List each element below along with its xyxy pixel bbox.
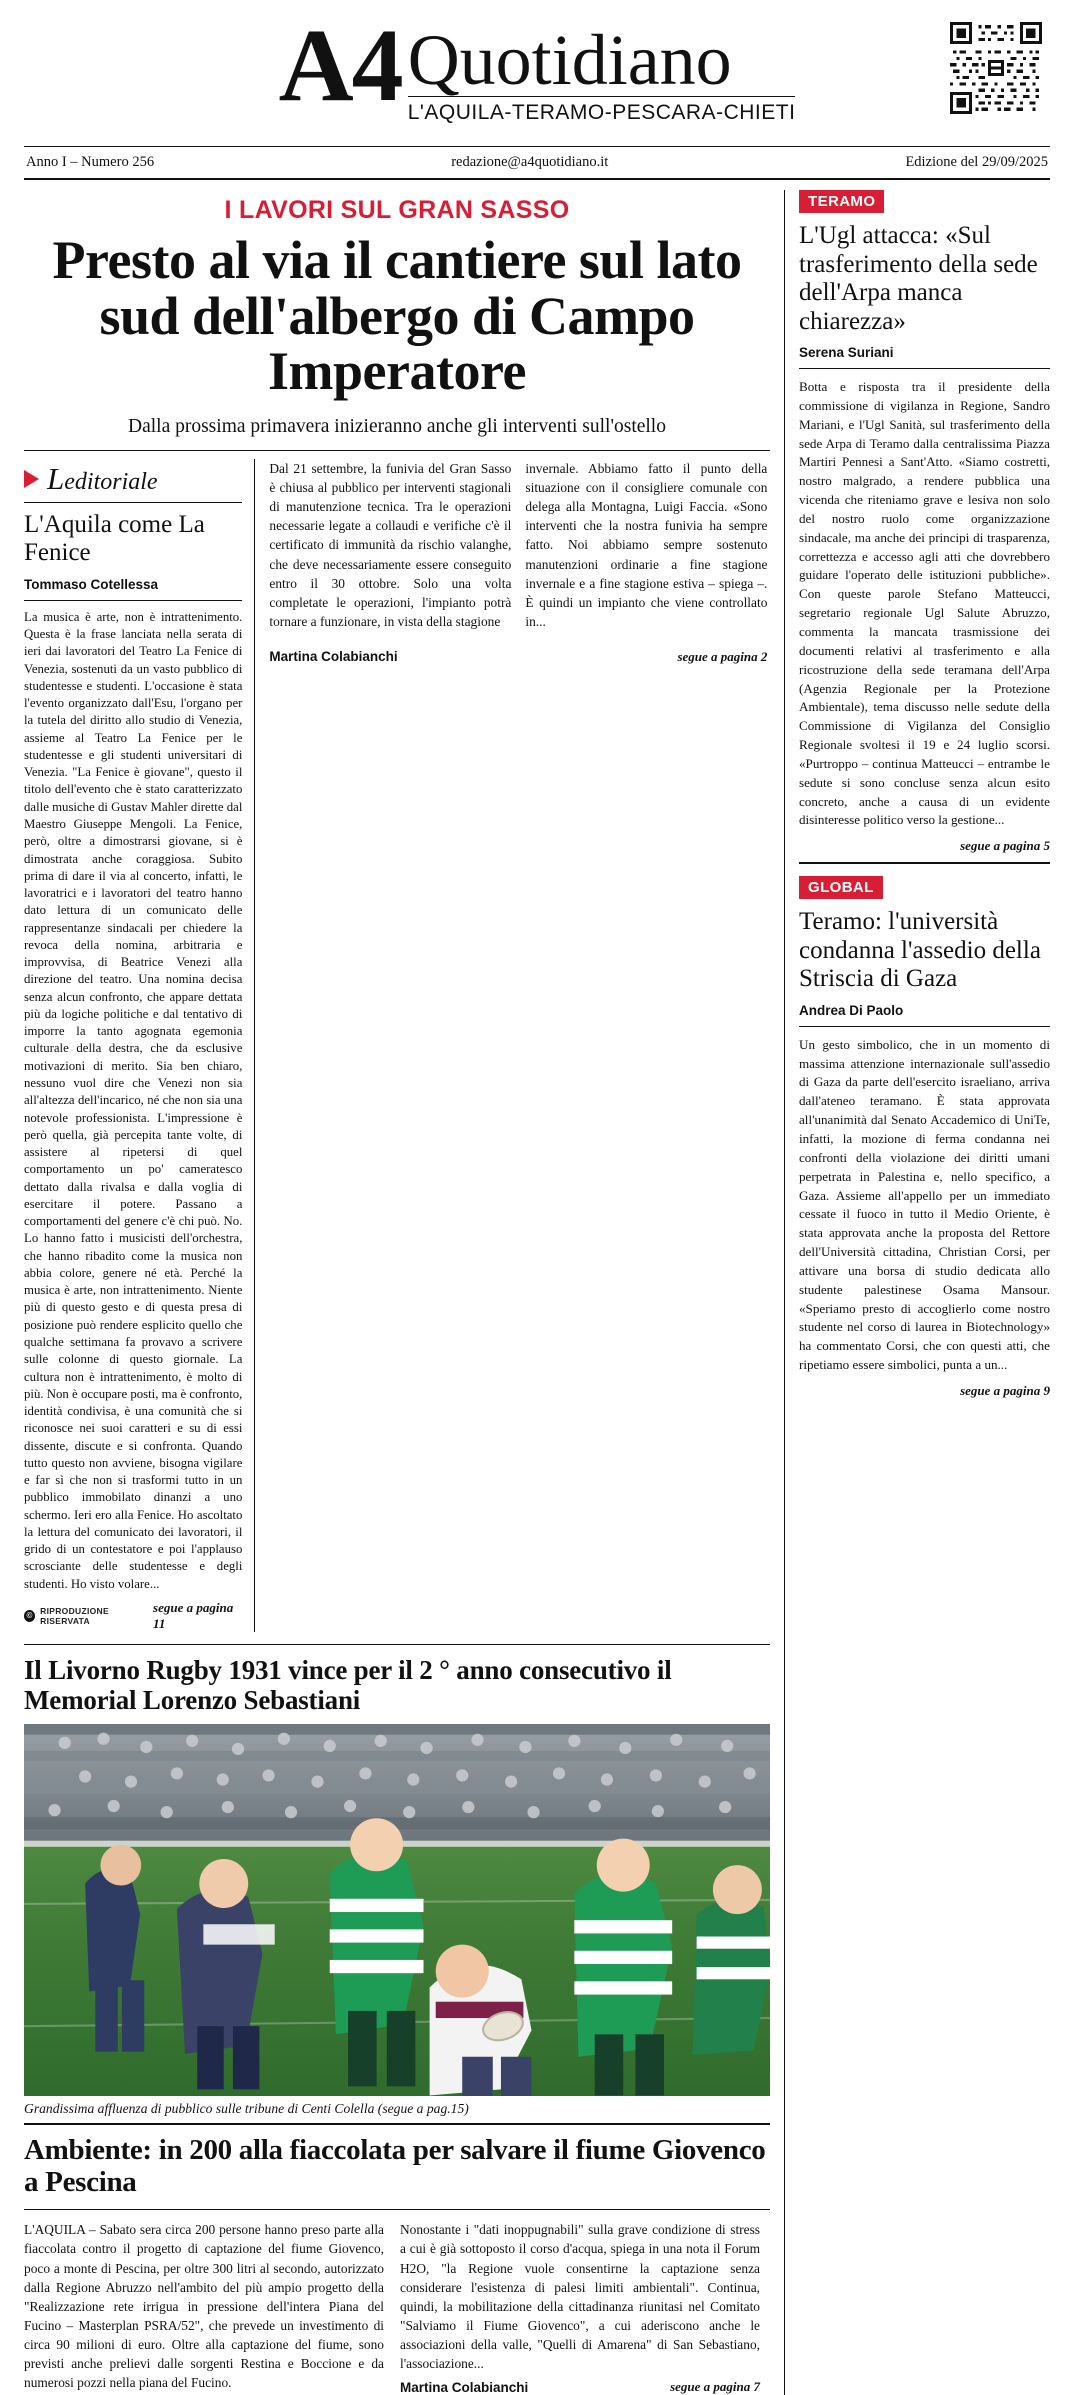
ambiente-body-2: Nonostante i "dati inoppugnabili" sulla grave condizione di stress a cui è già sottoposto il corso d'acqua, spiega in una nota il Forum H2O, "la Regione vuole consentirne la captazione senza considerare l'esistenza di palesi limiti ambientali". Continua, quindi, la mobilitazione della cittadinanza riunitasi nel Comitato "Salviamo il Fiume Giovenco", a cui aderiscono anche le associazioni della valle, "Quelli di Amarena" di San Sebastiano, l'associazione... (400, 2222, 760, 2372)
side-body-teramo: Botta e risposta tra il presidente della commissione di vigilanza in Regione, Sandro Mariani, e l'Ugl Sanità, sul trasferimento della sede Arpa di Teramo dalla centralissima Piazza Martiri Pennesi a Sant'Atto. «Siamo costretti, nostro malgrado, a rendere pubblica una vicenda che riteniamo grave e lesiva non solo del nostro ruolo come organizzazione sindacale, ma anche dei principi di trasparenza, correttezza e accesso agli atti che dovrebbero guidare l'operato delle istituzioni pubbliche». Con queste parole Stefano Matteucci, segretario regionale Ugl Salute Abruzzo, commenta la mancata trasmissione dei documenti relativi al trasferimento e alla ricostruzione della sede teramana dell'Arpa (Agenzia Regionale per la Protezione Ambientale), tema discusso nelle sedute della Commissione di Vigilanza del Consiglio Regionale svoltesi il 19 e 24 luglio scorsi. «Purtroppo – continua Matteucci – entrambe le sedute si sono concluse senza alcun esito concreto, anche a causa di un evidente disinteresse politico verso la gestione... (799, 379, 1050, 828)
editorial-continue-link[interactable]: segue a pagina 11 (153, 1599, 234, 1631)
lead-body-text-1: Dal 21 settembre, la funivia del Gran Sasso è chiusa al pubblico per interventi stagionali di manutenzione tecnica. Tra le operazioni necessarie legate a collaudi e verifiche c'è il certificato di immunità da rischio valanghe, che deve necessariamente essere conseguito entro il 30 ottobre. Solo una volta completate le operazioni, l'impianto potrà tornare a funzionare, in vista della stagione (269, 460, 512, 630)
side-block-teramo (799, 190, 1050, 854)
lead-body-col-2 (525, 459, 767, 1632)
editorial-footer (24, 1600, 242, 1632)
ambiente-columns (24, 2220, 770, 2395)
editorial-byline: Tommaso Cotellessa (24, 576, 159, 592)
ambiente-byline: Martina Colabianchi (400, 2379, 529, 2395)
logo-a4: A4 (278, 8, 402, 123)
editorial-header (24, 461, 242, 497)
logo-wordmark: Quotidiano (407, 20, 732, 100)
side-column (784, 190, 1050, 2395)
lead-byline: Martina Colabianchi (269, 649, 398, 665)
ambiente-body-1: L'AQUILA – Sabato sera circa 200 persone hanno preso parte alla fiaccolata contro il progetto di captazione del fiume Giovenco, poco a monte di Pescina, per oltre 300 litri al secondo, autorizzato dalla Regione Abruzzo nell'ambito del più ampio progetto della "Realizzazione rete irrigua in pressione dell'intera Piana del Fucino – Masterplan PSRA/52", che prevede un investimento di circa 90 milioni di euro. Oltre alla captazione del fiume, sono previsti anche prelievi dalle sorgenti Restina e Boccione e da numerosi pozzi nella piana del Fucino. (24, 2222, 384, 2391)
copyright-icon: © (24, 1610, 35, 1622)
rugby-article (24, 1644, 770, 2125)
side-continue-teramo[interactable]: segue a pagina 5 (960, 838, 1050, 854)
editorial-rule (24, 502, 242, 503)
side-headline-teramo[interactable]: L'Ugl attacca: «Sul trasferimento della sede dell'Arpa manca chiarezza» (799, 222, 1038, 335)
play-arrow-icon (24, 470, 39, 488)
side-rule-global (799, 1026, 1050, 1027)
lead-body-col-1 (269, 459, 511, 1632)
lead-body-text-2: invernale. Abbiamo fatto il punto della situazione con il consigliere comunale con delega alla Montagna, Luigi Faccia. «Sono interventi che la nostra funivia ha sempre fatto. Noi abbiamo sempre sostenuto manutenzioni ordinarie a fine stagione invernale e a fine stagione estiva – spiega –. È quindi un impianto che viene controllato in... (525, 460, 768, 630)
info-bar (24, 147, 1050, 178)
side-rule-teramo (799, 368, 1050, 369)
lead-body-columns (255, 459, 770, 1632)
page-content (24, 180, 1050, 2395)
editorial-label: Leditoriale (47, 460, 158, 496)
editorial-title[interactable]: L'Aquila come La Fenice (24, 510, 205, 566)
ambiente-footer (400, 2379, 760, 2395)
lead-continue-link[interactable]: segue a pagina 2 (677, 649, 768, 665)
rugby-photo (24, 1724, 770, 2096)
side-block-divider (799, 862, 1050, 864)
ambiente-col-1 (24, 2220, 384, 2395)
copyright-text: RIPRODUZIONE RISERVATA (40, 1605, 109, 1626)
editorial-email[interactable]: redazione@a4quotidiano.it (451, 154, 609, 170)
editorial-column (24, 459, 255, 1632)
ambiente-continue-link[interactable]: segue a pagina 7 (670, 2379, 760, 2395)
ambiente-divider (24, 2209, 770, 2210)
section-badge-teramo[interactable]: TERAMO (799, 190, 884, 213)
issue-number: Anno I – Numero 256 (26, 154, 155, 170)
section-badge-global[interactable]: GLOBAL (799, 876, 883, 899)
ambiente-article (24, 2135, 770, 2395)
lead-divider (24, 450, 770, 451)
side-body-global: Un gesto simbolico, che in un momento di massima attenzione internazionale sull'assedio di Gaza da parte dell'esercito israeliano, arriva dall'ateneo teramano. È stata approvata all'unanimità dal Senato Accademico di UniTe, infatti, la mozione di ferma condanna nei confronti della violazione dei diritti umani perpetrata in Palestina e, nello specifico, a Gaza. Assieme all'appello per un immediato cessate il fuoco in tutto il Medio Oriente, è stata approvata anche la proposta del Rettore dell'Università cittadina, Christian Corsi, per attivare una borsa di studio dedicata allo studente palestinese Osama Mansour. «Speriamo presto di accoglierlo come nostro studente nel corso di laurea in Biotechnology» ha commentato Corsi, che con questi atti, che ripetiamo essere simbolici, punta a un... (799, 1036, 1050, 1373)
lead-subheadline: Dalla prossima primavera inizieranno anche gli interventi sull'ostello (128, 415, 666, 437)
lead-kicker: I LAVORI SUL GRAN SASSO (224, 196, 570, 224)
rugby-photo-caption: Grandissima affluenza di pubblico sulle tribune di Centi Colella (segue a pag.15) (24, 2101, 770, 2125)
lead-columns (24, 459, 770, 1632)
editorial-rule-2 (24, 600, 242, 601)
side-headline-global[interactable]: Teramo: l'università condanna l'assedio della Striscia di Gaza (799, 908, 1041, 993)
main-column (24, 190, 784, 2395)
lead-headline[interactable]: Presto al via il cantiere sul lato sud dell'albergo di Campo Imperatore (52, 230, 742, 402)
ambiente-headline[interactable]: Ambiente: in 200 alla fiaccolata per salvare il fiume Giovenco a Pescina (24, 2134, 766, 2199)
qr-code-icon[interactable] (950, 22, 1042, 114)
editorial-body: La musica è arte, non è intrattenimento. Questa è la frase lanciata nella serata di ieri dai lavoratori del Teatro La Fenice di Venezia, sostenuti da un vasto pubblico di studentesse e studenti. L'occasione è stata l'evento organizzato dall'Esu, l'organo per la tutela del diritto allo studio di Venezia, assieme al Teatro La Fenice per le studentesse e gli studenti universitari di Venezia. "La Fenice è giovane", questo il titolo dell'evento che è stato caratterizzato dalle musiche di Gustav Mahler dirette dal Maestro Giuseppe Mengoli. La Fenice, però, oltre a dimostrarsi giovane, si è dimostrata anche coraggiosa. Subito prima di dare il via al concerto, infatti, le lavoratrici e i lavoratori del teatro hanno dato lettura di un comunicato delle rappresentanze sindacali per chiedere la revoca della nomina, arbitraria e improvvisa, di Beatrice Venezi alla direzione del teatro. Una nomina decisa senza alcun confronto, che appare dettata più da logiche politiche e dal tentativo di imporre la tanto agognata egemonia culturale della destra, che da esclusive motivazioni di merito. Sia ben chiaro, nessuno vuol dire che Venezi non sia all'altezza dell'incarico, né che non sia una notevole professionista. L'impressione è però quella, già percepita tante volte, di assistere al ripetersi di quel comportamento un po' cameratesco dettato dalla rivalsa e dalla voglia di esercitare il potere. Passano a comportamenti del genere c'è chi può. No. Lo hanno fatto i musicisti dell'orchestra, che hanno ribadito come la musica non abbia colore, genere né età. Perché la musica è arte, non intrattenimento. Niente più di questo gesto e di questa presa di posizione può rendere esplicito quello che qualche settimana fa provavo a scrivere sulle colonne di questo giornale. La cultura non è intrattenimento, è molto di più. Non è occupare posti, ma è confronto, identità condivisa, è una comunità che si riconosce nei suoi caratteri e su di essi dissente, discute e si confronta. Quando tutto questo non avviene, bisogna vigilare e far sì che non si trasformi tutto in un pubblico immobilato dinanzi a uno schermo. Ieri ero alla Fenice. Ho ascoltato la lettura del comunicato dei lavoratori, il grido di un contestatore e poi l'applauso scrosciante delle studentesse e degli studenti. Ho visto volare... (24, 609, 243, 1591)
edition-date: Edizione del 29/09/2025 (905, 154, 1048, 170)
side-continue-global[interactable]: segue a pagina 9 (960, 1382, 1050, 1398)
ambiente-col-2 (400, 2220, 760, 2395)
side-byline-global: Andrea Di Paolo (799, 1002, 904, 1018)
side-byline-teramo: Serena Suriani (799, 345, 894, 360)
logo (278, 8, 796, 125)
rugby-headline[interactable]: Il Livorno Rugby 1931 vince per il 2 ° anno consecutivo il Memorial Lorenzo Sebastiani (24, 1654, 672, 1716)
side-block-global (799, 876, 1050, 1399)
masthead (24, 0, 1050, 140)
copyright-note (24, 1606, 153, 1626)
logo-subtitle: L'AQUILA-TERAMO-PESCARA-CHIETI (407, 101, 796, 125)
